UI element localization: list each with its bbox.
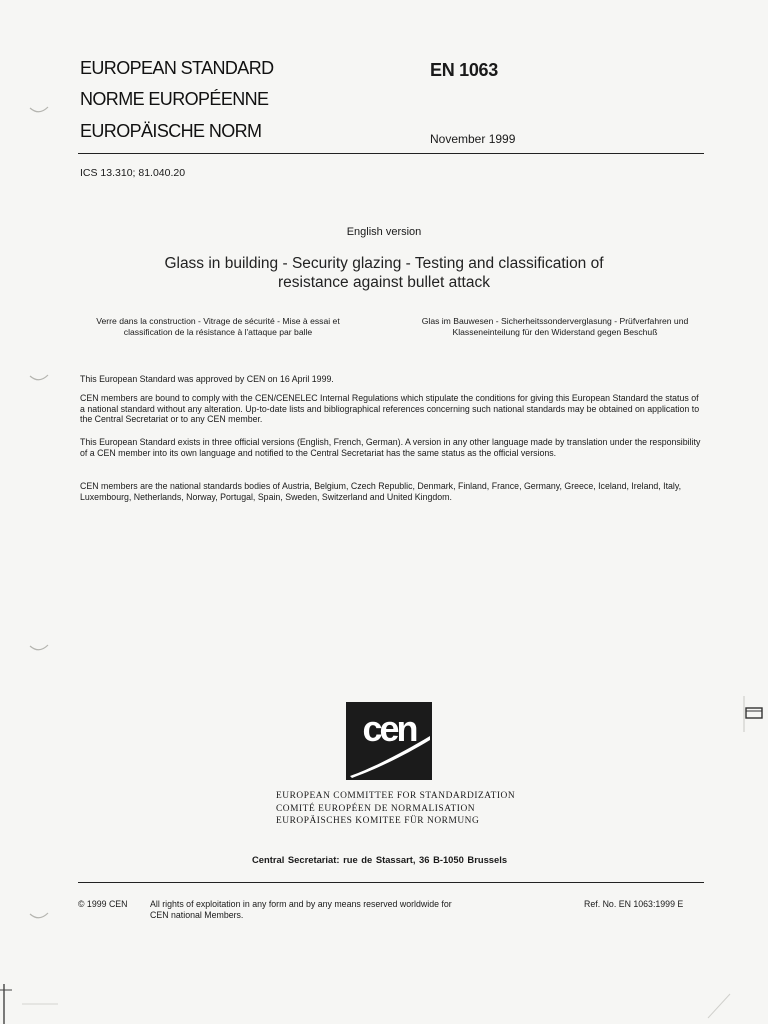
reference-number: Ref. No. EN 1063:1999 E [584,899,684,909]
title-french: NORME EUROPÉENNE [80,89,269,109]
ics-codes: ICS 13.310; 81.040.20 [80,167,186,179]
compliance-paragraph: CEN members are bound to comply with the CEN/CENELEC Internal Regulations which stipulate the conditions for giving this European Standard the status of a national standard without any alteration. Up-to-date lists and bibliographical references concerning such national standards may be obtained on application to the Central Secretariat or to any CEN member. [80,393,700,425]
corner-scan-mark [0,984,60,1024]
versions-paragraph: This European Standard exists in three official versions (English, French, German). A version in any other language made by translation under the responsibility of a CEN member into its own language and notified to the Central Secretariat has the same status as the official versions. [80,437,701,458]
cen-logo-text: cen [362,708,416,749]
document-title-line1: Glass in building - Security glazing - Testing and classification of [164,255,604,272]
corner-scan-mark [706,990,736,1020]
punch-hole-mark [28,372,50,384]
german-title: Glas im Bauwesen - Sicherheitssonderverglasung - Prüfverfahren und Klasseneinteilung für den Widerstand gegen Beschuß [421,316,689,337]
version-label: English version [346,226,422,238]
punch-hole-mark [28,642,50,654]
committee-french: COMITÉ EUROPÉEN DE NORMALISATION [276,803,476,814]
french-title: Verre dans la construction - Vitrage de sécurité - Mise à essai et classification de la résistance à l'attaque par balle [96,316,340,337]
committee-names [276,790,515,828]
rights-notice: All rights of exploitation in any form and by any means reserved worldwide for CEN national Members. [150,899,452,920]
edge-tab-mark [738,696,768,732]
secretariat-address: Central Secretariat: rue de Stassart, 36 B-1050 Brussels [252,854,508,865]
cen-logo [346,702,432,780]
committee-english: EUROPEAN COMMITTEE FOR STANDARDIZATION [276,791,516,801]
copyright: © 1999 CEN [78,899,128,909]
footer-divider [78,882,704,883]
document-title [120,254,648,292]
standard-number: EN 1063 [430,60,498,80]
title-german: EUROPÄISCHE NORM [80,121,262,141]
document-title-line2: resistance against bullet attack [278,274,490,291]
punch-hole-mark [28,910,50,922]
punch-hole-mark [28,104,50,116]
header-divider [78,153,704,154]
title-english: EUROPEAN STANDARD [80,58,274,78]
publication-date: November 1999 [430,132,516,146]
members-paragraph: CEN members are the national standards bodies of Austria, Belgium, Czech Republic, Denmark, Finland, France, Germany, Greece, Iceland, Ireland, Italy, Luxembourg, Netherlands, Norway, Portugal, Spain, Sweden, Switzerland and United Kingdom. [80,481,682,502]
approval-paragraph: This European Standard was approved by CEN on 16 April 1999. [80,374,334,384]
committee-german: EUROPÄISCHES KOMITEE FÜR NORMUNG [276,816,480,826]
